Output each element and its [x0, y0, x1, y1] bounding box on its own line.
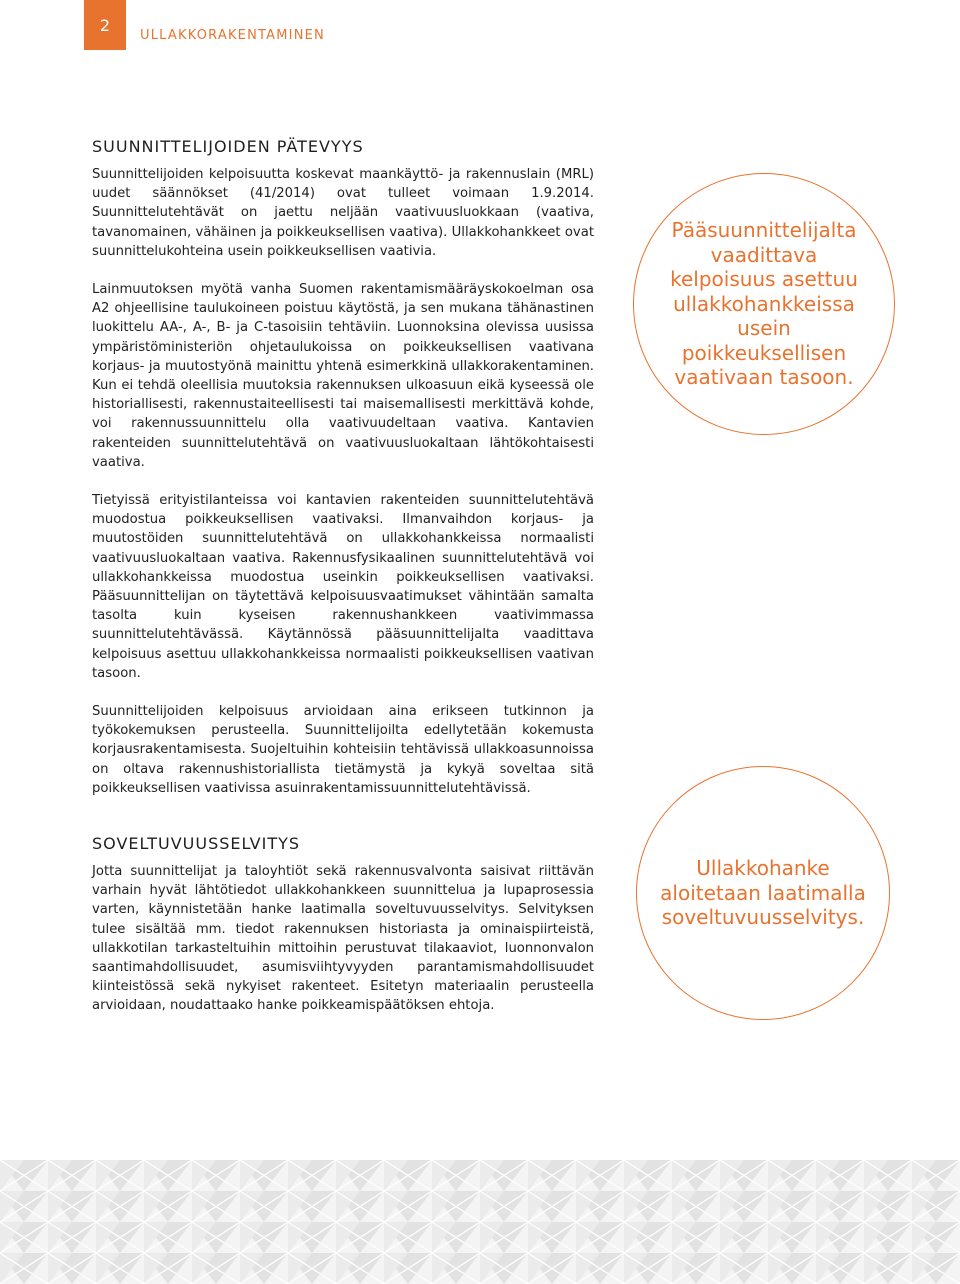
section-heading: SUUNNITTELIJOIDEN PÄTEVYYS	[92, 137, 364, 156]
paragraph: Tietyissä erityistilanteissa voi kantavien rakenteiden suunnittelutehtävä muodostua poikkeuksellisen vaativaksi. Ilmanvaihdon korjaus- ja muutostöiden suunnittelutehtävä on ullakkohankkeissa normaalisti vaativuusluokaltaan vaativa. Rakennusfysikaalinen suunnittelutehtävä voi ullakkohankkeissa muodostua useinkin poikkeuksellisen vaativaksi. Pääsuunnittelijan on täytettävä kelpoisuusvaatimukset vähintään samalta tasolta kuin kyseisen rakennushankkeen vaativimmassa suunnittelutehtävässä. Käytännössä pääsuunnittelijalta vaadittava kelpoisuus asettuu ullakkohankkeissa normaalisti poikkeuksellisen vaativan tasoon.	[92, 493, 594, 681]
paragraph: Jotta suunnittelijat ja taloyhtiöt sekä rakennusvalvonta saisivat riittävän varhain hyvät lähtötiedot ullakkohankkeen suunnittelua ja lupaprosessia varten, käynnistetään hanke laatimalla soveltuvuusselvitys. Selvityksen tulee sisältää mm. tiedot rakennuksen historiasta ja ominaispiirteistä, ullakkotilan tarkasteltuihin mittoihin perustuvat tilakaaviot, luonnonvalon saantimahdollisuudet, asumisviihtyvyyden parantamismahdollisuudet kiinteistössä sekä nykyiset rakenteet. Esitetyn materiaalin perusteella arvioidaan, noudattaako hanke poikkeamispäätöksen ehtoja.	[92, 864, 594, 1014]
section-feasibility-study	[92, 834, 594, 1016]
callout-circle	[633, 173, 895, 435]
paragraph: Suunnittelijoiden kelpoisuutta koskevat maankäyttö- ja rakennuslain (MRL) uudet säännökset (41/2014) ovat tulleet voimaan 1.9.2014. Suunnittelutehtävät on jaettu neljään vaativuusluokkaan (vaativa, tavanomainen, vähäinen ja poikkeuksellisen vaativa). Ullakkohankkeet ovat suunnittelukohteina usein poikkeuksellisen vaativia.	[92, 167, 594, 259]
callout-text: Pääsuunnittelijalta vaadittava kelpoisuus asettuu ullakkohankkeissa usein poikkeuksellisen vaativaan tasoon.	[670, 218, 858, 390]
section-heading: SOVELTUVUUSSELVITYS	[92, 834, 301, 853]
paragraph: Suunnittelijoiden kelpoisuus arvioidaan aina erikseen tutkinnon ja työkokemuksen perusteella. Suunnittelijoilta edellytetään kokemusta korjausrakentamisesta. Suojeltuihin kohteisiin tehtävissä ullakkoasunnoissa on oltava rakennushistoriallista tietämystä ja kykyä soveltaa sitä poikkeuksellisen vaativissa asuinrakentamissuunnittelutehtävissä.	[92, 704, 594, 796]
paragraph: Lainmuutoksen myötä vanha Suomen rakentamismääräyskokoelman osa A2 ohjeellisine taulukoineen poistuu käytöstä, ja sen mukana tähänastinen luokittelu AA-, A-, B- ja C-tasoisiin tehtäviin. Luonnoksina olevissa uusissa ympäristöministeriön ohjetaulukoissa on poikkeuksellisen vaativana korjaus- ja muutostyönä mainittu yhtenä esimerkkinä ullakkorakentaminen. Kun ei tehdä oleellisia muutoksia rakennuksen ulkoasuun eikä kyseessä ole historiallisesti, rakennustaiteellisesti tai maisemallisesti merkittävä kohde, voi rakennussuunnittelu olla vaativuudeltaan vaativa. Kantavien rakenteiden suunnittelutehtävä on vaativuusluokaltaan lähtökohtaisesti vaativa.	[92, 282, 594, 470]
running-title: ULLAKKORAKENTAMINEN	[140, 28, 325, 43]
callout-text: Ullakkohanke aloitetaan laatimalla soveltuvuusselvitys.	[660, 856, 866, 930]
callout-circle	[636, 766, 890, 1020]
page-number-badge: 2	[84, 0, 126, 50]
decorative-pattern	[0, 1160, 960, 1284]
section-qualifications	[92, 137, 594, 798]
